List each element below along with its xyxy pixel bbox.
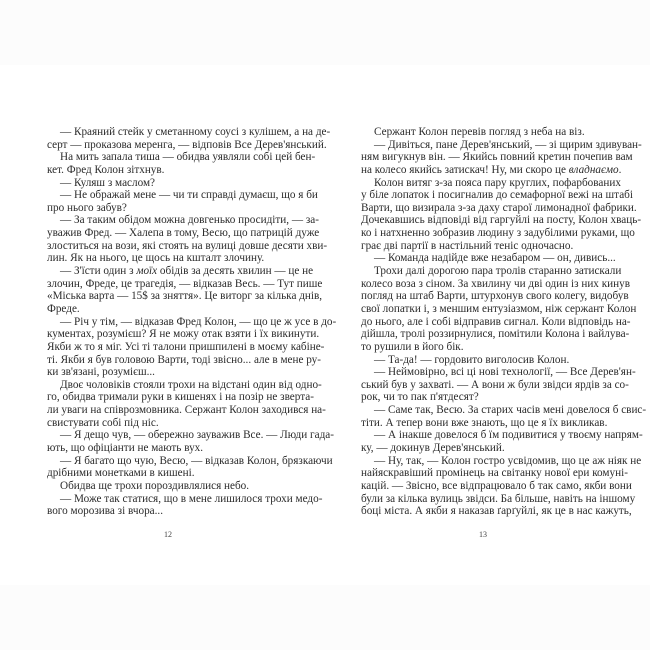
text-line: — Не ображай мене — чи ти справді думаєш, що я би bbox=[60, 189, 318, 202]
text-line: злочин, Фреде, це трагедія, — відказав Весь. — Тут пише bbox=[47, 277, 323, 290]
text-line: ті. Якби я був головою Варти, тоді звісно... але в мене ру- bbox=[47, 353, 321, 366]
text-line: були за кілька вулиць звідси. Ба більше, навіть на іншому bbox=[361, 492, 636, 505]
text-line: колесо воза з сіном. За хвилину чи дві один із них кинув bbox=[361, 277, 630, 290]
text-line: Двоє чоловіків стояли трохи на відстані один від одно- bbox=[60, 378, 322, 391]
text-line: тіти. А тепер вони вже знають, що це я їх викликав. bbox=[361, 416, 608, 429]
bottom-margin-band bbox=[0, 585, 650, 650]
page-number-left: 12 bbox=[164, 530, 172, 539]
text-line: Колон витяг з-за пояса пару круглих, пофарбованих bbox=[374, 176, 621, 189]
text-line: дрібними монетками в кишені. bbox=[47, 467, 195, 480]
text-line: — Ну, так, — Колон гостро усвідомив, що це аж ніяк не bbox=[374, 454, 642, 467]
text-line: Трохи далі дорогою пара тролів старанно затискали bbox=[374, 265, 622, 278]
text-line: злоститься на вози, які стоять на вулиці довше десяти хви- bbox=[47, 239, 328, 252]
right-page-text bbox=[361, 126, 647, 518]
text-line: лин. Як на нього, це щось на кшталт злочину. bbox=[47, 252, 265, 265]
text-line: боці міста. А якби я наказав ґарґуйлі, як це в нас кажуть, bbox=[361, 505, 632, 518]
text-line: кументах, розумієш? Я не можу отак взяти і їх викинути. bbox=[47, 328, 320, 341]
page-number-right: 13 bbox=[479, 530, 487, 539]
text-line: погляд на штаб Варти, штурхонув свого колегу, видобув bbox=[361, 290, 629, 303]
text-line: дійшла, тролі роззирнулися, помітили Колона і вайлува- bbox=[361, 328, 630, 341]
text-line: Обидва ще трохи пороздивлялися небо. bbox=[60, 479, 250, 492]
text-line: — Та-да! — гордовито виголосив Колон. bbox=[374, 353, 570, 366]
text-line: ку, — докинув Дерев'янський. bbox=[361, 442, 505, 455]
text-line: найяскравіший промінець на світанку нової ери комуні- bbox=[361, 467, 628, 480]
text-line: рок, чи то пак п'ятдесят? bbox=[361, 391, 479, 404]
text-line: Якби ж то я міг. Усі ті талони пришпилені в моєму кабіне- bbox=[47, 340, 325, 353]
text-line: ко і натхненно зобразив людину з задубілими руками, що bbox=[361, 227, 635, 240]
text-line: На мить запала тиша — обидва уявляли собі цей бен- bbox=[60, 151, 316, 164]
text-line: — Краяний стейк у сметанному соусі з кулішем, а на де- bbox=[60, 126, 331, 138]
text-line: кацій. — Звісно, все відпрацювало б так само, якби вони bbox=[361, 479, 632, 492]
text-line: — Саме так, Весю. За старих часів мені довелося б свис- bbox=[374, 404, 647, 417]
text-line: — Команда надійде вже незабаром — он, дивись... bbox=[374, 252, 616, 265]
text-line: ли уваги на співрозмовника. Сержант Колон заходився на- bbox=[47, 404, 326, 417]
text-run: . bbox=[618, 163, 622, 176]
text-line: — За таким обідом можна довгенько просидіти, — за- bbox=[60, 214, 319, 227]
text-line: ють, що офіціанти не мають вух. bbox=[47, 442, 204, 455]
text-line: Фреде. bbox=[47, 302, 80, 315]
text-line bbox=[361, 163, 622, 177]
text-line: — Дивіться, пане Дерев'янський, — зі щирим здивуван- bbox=[374, 138, 642, 151]
text-line: ський був у захваті. — А вони ж були звідси ярдів за со- bbox=[361, 378, 629, 391]
text-line: серт — проказова меренга, — відповів Все Дерев'янський. bbox=[47, 138, 327, 151]
text-line: грає дві партії в настільний теніс одночасно. bbox=[361, 239, 574, 252]
text-line: — Куляш з маслом? bbox=[60, 176, 156, 189]
text-run: обідів за десять хвилин — це не bbox=[157, 265, 314, 278]
italic-emphasis: моїх bbox=[136, 265, 158, 278]
text-line: про нього забув? bbox=[47, 201, 127, 214]
text-line: уважив Фред. — Халепа в тому, Весю, що патрицій дуже bbox=[47, 227, 320, 240]
text-line: — Річ у тім, — відказав Фред Колон, — що це ж усе в до- bbox=[60, 315, 337, 328]
left-page-text bbox=[47, 126, 337, 518]
text-line: ням вигукнув він. — Якийсь повний кретин почепив вам bbox=[361, 151, 633, 164]
text-line: до нього, але і собі відправив сигнал. Коли відповідь на- bbox=[361, 315, 631, 328]
text-line: — А інакше довелося б їм подивитися у твоєму напрям- bbox=[374, 429, 643, 442]
text-line: у біле лопаток і посигналив до семафорної вежі на штабі bbox=[361, 189, 633, 202]
text-line: то рушили в його бік. bbox=[361, 340, 464, 353]
italic-emphasis: владнаємо bbox=[568, 163, 619, 176]
text-line: «Міська варта — 15$ за зняття». Це виторг за кілька днів, bbox=[47, 290, 323, 303]
text-line: свої лопатки і, з меншим ентузіазмом, ніж сержант Колон bbox=[361, 302, 637, 315]
text-line: свистувати собі під ніс. bbox=[47, 416, 159, 429]
text-line: — Я багато що чую, Весю, — відказав Колон, брязкаючи bbox=[60, 454, 333, 467]
text-line: вого морозива зі вчора... bbox=[47, 505, 164, 518]
text-line: кет. Фред Колон зітхнув. bbox=[47, 163, 165, 176]
text-line: Варти, що визирала з-за даху старої лимонадної фабрики. bbox=[361, 201, 637, 214]
text-run: — З'їсти один з bbox=[60, 265, 137, 278]
text-line: го, обидва тримали руки в кишенях і на позір не зверта- bbox=[47, 391, 314, 404]
text-line: — Я дещо чув, — обережно зауважив Все. — Люди гада- bbox=[60, 429, 334, 442]
text-run: на колесо якийсь затискач! Ну, ми скоро це bbox=[361, 163, 569, 176]
text-line bbox=[47, 265, 314, 278]
text-line: Дочекавшись відповіді від гаргуйлі на посту, Колон хваць- bbox=[361, 214, 642, 227]
top-margin-band bbox=[0, 0, 650, 65]
text-line: Сержант Колон перевів погляд з неба на віз. bbox=[374, 126, 585, 138]
text-line: — Може так статися, що в мене лишилося трохи медо- bbox=[60, 492, 323, 505]
text-line: — Неймовірно, всі ці нові технології, — Все Дерев'ян- bbox=[374, 366, 636, 379]
text-line: ки зв'язані, розумієш... bbox=[47, 366, 155, 379]
